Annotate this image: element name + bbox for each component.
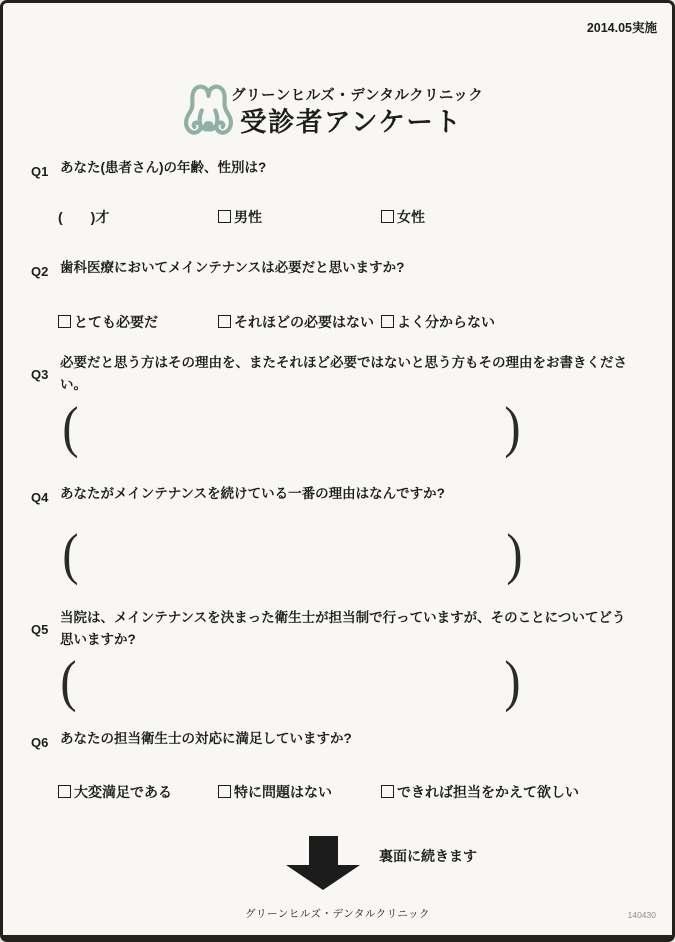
free-answer-area-q4[interactable] <box>3 523 672 586</box>
checkbox-option-female[interactable] <box>381 207 425 227</box>
question-number-q1: Q1 <box>31 164 49 179</box>
page-title: 受診者アンケート <box>240 107 463 137</box>
footer-clinic-name: グリーンヒルズ・デンタルクリニック <box>244 908 430 920</box>
option-label: 男性 <box>234 209 262 225</box>
open-paren: ( <box>62 396 79 459</box>
option-label: それほどの必要はない <box>234 314 374 330</box>
question-text-q1: あなた(患者さん)の年齢、性別は? <box>60 160 267 175</box>
checkbox-icon[interactable] <box>218 210 231 223</box>
option-label: 特に問題はない <box>234 784 332 800</box>
question-number-q6: Q6 <box>31 735 49 750</box>
question-number-q3: Q3 <box>31 367 49 382</box>
age-write-in-field[interactable]: ( )才 <box>58 209 110 225</box>
survey-date-note: 2014.05実施 <box>586 21 657 35</box>
checkbox-option-very-satisfied[interactable] <box>58 782 172 802</box>
checkbox-icon[interactable] <box>381 785 394 798</box>
question-text-q5: 当院は、メインテナンスを決まった衛生士が担当制で行っていますが、そのことについてどう思いますか? <box>60 610 626 647</box>
close-paren: ) <box>504 650 521 713</box>
checkbox-option-no-problem[interactable] <box>218 782 332 802</box>
checkbox-icon[interactable] <box>218 785 231 798</box>
question-number-q2: Q2 <box>31 264 49 279</box>
option-label: 女性 <box>397 209 425 225</box>
clinic-logo-tooth-icon <box>180 81 237 144</box>
down-arrow-icon <box>286 865 360 890</box>
checkbox-option-not-sure[interactable] <box>381 312 495 332</box>
question-text-q6: あなたの担当衛生士の対応に満足していますか? <box>60 731 352 746</box>
checkbox-option-male[interactable] <box>218 207 262 227</box>
open-paren: ( <box>60 650 77 713</box>
checkbox-option-very-necessary[interactable] <box>58 312 158 332</box>
continue-note: 裏面に続きます <box>379 848 477 864</box>
free-answer-area-q3[interactable] <box>3 396 672 459</box>
clinic-name: グリーンヒルズ・デンタルクリニック <box>231 88 484 104</box>
question-number-q4: Q4 <box>31 490 49 505</box>
question-text-q3: 必要だと思う方はその理由を、またそれほど必要ではないと思う方もその理由をお書きください。 <box>60 355 627 392</box>
question-text-q4: あなたがメインテナンスを続けている一番の理由はなんですか? <box>60 486 445 501</box>
checkbox-icon[interactable] <box>58 785 71 798</box>
close-paren: ) <box>506 523 523 586</box>
option-label: よく分からない <box>397 314 495 330</box>
footer-form-code: 140430 <box>627 910 656 920</box>
checkbox-option-not-so-necessary[interactable] <box>218 312 374 332</box>
option-label: 大変満足である <box>74 784 172 800</box>
option-label: できれば担当をかえて欲しい <box>397 784 579 800</box>
checkbox-icon[interactable] <box>381 315 394 328</box>
free-answer-area-q5[interactable] <box>3 650 672 713</box>
open-paren: ( <box>62 523 79 586</box>
checkbox-option-change-hygienist[interactable] <box>381 782 579 802</box>
checkbox-icon[interactable] <box>58 315 71 328</box>
question-number-q5: Q5 <box>31 622 49 637</box>
option-label: とても必要だ <box>74 314 158 330</box>
checkbox-icon[interactable] <box>381 210 394 223</box>
checkbox-icon[interactable] <box>218 315 231 328</box>
close-paren: ) <box>504 396 521 459</box>
question-text-q2: 歯科医療においてメインテナンスは必要だと思いますか? <box>60 260 405 275</box>
down-arrow-icon <box>309 836 338 866</box>
